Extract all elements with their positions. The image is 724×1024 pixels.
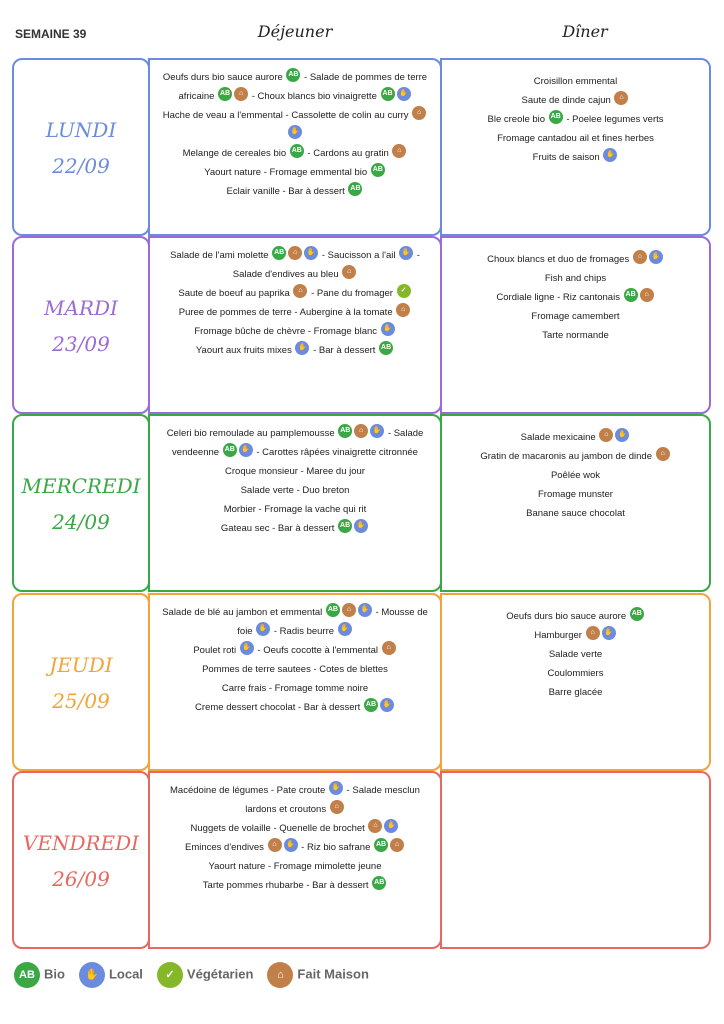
menu-line: [156, 322, 434, 341]
menu-line: [156, 698, 434, 717]
menu-line: [156, 87, 434, 106]
lunch-cell: [148, 414, 442, 592]
menu-line: [156, 144, 434, 163]
maison-icon: ⌂: [412, 106, 426, 120]
local-icon: ✋: [239, 443, 253, 457]
bio-icon: AB: [630, 607, 644, 621]
dish-text: Choux blancs et duo de fromages: [487, 254, 632, 265]
bio-icon: AB: [223, 443, 237, 457]
lunch-cell: [148, 593, 442, 771]
dish-text: Celeri bio remoulade au pamplemousse: [166, 428, 338, 439]
maison-icon: ⌂: [293, 284, 307, 298]
dish-text: Saute de dinde cajun: [521, 95, 614, 106]
local-icon: ✋: [240, 641, 254, 655]
maison-icon: ⌂: [640, 288, 654, 302]
menu-line: [448, 428, 703, 447]
dish-text: Morbier - Fromage la vache qui rit: [223, 504, 367, 515]
menu-line: [448, 645, 703, 664]
menu-line: [156, 125, 434, 144]
menu-line: [448, 683, 703, 702]
dish-text: Croque monsieur - Maree du jour: [225, 466, 365, 477]
menu-line: [448, 664, 703, 683]
legend: [14, 962, 383, 988]
day-date: 26/09: [52, 867, 110, 891]
bio-icon: AB: [338, 519, 352, 533]
maison-icon: ⌂: [586, 626, 600, 640]
local-icon: ✋: [288, 125, 302, 139]
dish-text: Fromage cantadou ail et fines herbes: [497, 133, 654, 144]
menu-line: [156, 462, 434, 481]
dish-text: Barre glacée: [548, 687, 603, 698]
dish-text: Salade verte: [548, 649, 603, 660]
dish-text: lardons et croutons: [245, 804, 329, 815]
local-icon: ✋: [284, 838, 298, 852]
maison-icon: ⌂: [614, 91, 628, 105]
dish-text: - Carottes râpées vinaigrette citronnée: [253, 447, 418, 458]
menu-line: [448, 447, 703, 466]
menu-line: [448, 110, 703, 129]
local-icon: ✋: [615, 428, 629, 442]
local-icon: ✋: [329, 781, 343, 795]
local-icon: ✋: [354, 519, 368, 533]
menu-line: [448, 485, 703, 504]
local-icon: ✋: [79, 962, 105, 988]
dish-text: Oeufs durs bio sauce aurore: [162, 72, 286, 83]
local-icon: ✋: [380, 698, 394, 712]
menu-line: [448, 626, 703, 645]
local-icon: ✋: [384, 819, 398, 833]
bio-icon: AB: [381, 87, 395, 101]
dish-text: Puree de pommes de terre - Aubergine à la tomate: [178, 307, 396, 318]
maison-icon: ⌂: [368, 819, 382, 833]
dish-text: - Salade de pommes de terre: [301, 72, 428, 83]
menu-line: [156, 622, 434, 641]
dish-text: Coulommiers: [547, 668, 604, 679]
menu-line: [156, 284, 434, 303]
dish-text: Salade verte - Duo breton: [240, 485, 350, 496]
dish-text: Gratin de macaronis au jambon de dinde: [480, 451, 655, 462]
day-date: 24/09: [52, 510, 110, 534]
dish-text: - Salade: [385, 428, 424, 439]
day-row-lundi: [12, 58, 711, 236]
dish-text: africaine: [178, 91, 218, 102]
menu-line: [156, 68, 434, 87]
maison-icon: ⌂: [599, 428, 613, 442]
menu-line: [156, 603, 434, 622]
legend-item-bio: [14, 962, 65, 988]
menu-line: [156, 819, 434, 838]
maison-icon: ⌂: [234, 87, 248, 101]
dish-text: Fromage munster: [538, 489, 613, 500]
lunch-cell: [148, 236, 442, 414]
menu-line: [448, 269, 703, 288]
dish-text: Gateau sec - Bar à dessert: [220, 523, 338, 534]
veg-icon: ✓: [397, 284, 411, 298]
maison-icon: ⌂: [267, 962, 293, 988]
bio-icon: AB: [286, 68, 300, 82]
bio-icon: AB: [348, 182, 362, 196]
dish-text: Salade d'endives au bleu: [232, 269, 342, 280]
legend-label: Local: [108, 966, 143, 982]
day-date: 25/09: [52, 689, 110, 713]
menu-line: [156, 182, 434, 201]
dish-text: Fish and chips: [544, 273, 607, 284]
menu-line: [448, 307, 703, 326]
dish-text: Poêlée wok: [550, 470, 601, 481]
local-icon: ✋: [370, 424, 384, 438]
dish-text: Poulet roti: [193, 645, 239, 656]
dish-text: Tarte pommes rhubarbe - Bar à dessert: [202, 880, 372, 891]
bio-icon: AB: [379, 341, 393, 355]
local-icon: ✋: [256, 622, 270, 636]
bio-icon: AB: [364, 698, 378, 712]
day-name: JEUDI: [49, 653, 113, 677]
menu-line: [448, 91, 703, 110]
legend-item-maison: [267, 962, 369, 988]
menu-line: [156, 265, 434, 284]
day-row-mercredi: [12, 414, 711, 592]
week-label: SEMAINE 39: [15, 27, 87, 41]
day-label: [12, 771, 150, 949]
menu-line: [156, 876, 434, 895]
bio-icon: AB: [372, 876, 386, 890]
menu-line: [156, 838, 434, 857]
day-label: [12, 593, 150, 771]
maison-icon: ⌂: [354, 424, 368, 438]
menu-line: [448, 288, 703, 307]
dish-text: Eminces d'endives: [184, 842, 267, 853]
day-name: MARDI: [44, 296, 118, 320]
local-icon: ✋: [381, 322, 395, 336]
menu-line: [156, 246, 434, 265]
dish-text: Cordiale ligne - Riz cantonais: [496, 292, 623, 303]
dish-text: Hamburger: [534, 630, 585, 641]
lunch-cell: [148, 58, 442, 236]
dish-text: - Oeufs cocotte à l'emmental: [254, 645, 381, 656]
dish-text: vendeenne: [172, 447, 222, 458]
day-row-jeudi: [12, 593, 711, 771]
maison-icon: ⌂: [633, 250, 647, 264]
menu-line: [156, 679, 434, 698]
menu-line: [156, 660, 434, 679]
day-row-vendredi: [12, 771, 711, 949]
dish-text: -: [414, 250, 420, 261]
menu-line: [156, 163, 434, 182]
dish-text: Fruits de saison: [532, 152, 603, 163]
dish-text: - Saucisson a l'ail: [319, 250, 399, 261]
lunch-cell: [148, 771, 442, 949]
dish-text: Salade de blé au jambon et emmental: [162, 607, 325, 618]
dinner-cell: [440, 593, 711, 771]
menu-line: [448, 148, 703, 167]
day-name: MERCREDI: [21, 474, 141, 498]
day-name: VENDREDI: [22, 831, 140, 855]
bio-icon: AB: [326, 603, 340, 617]
dinner-cell: [440, 414, 711, 592]
bio-icon: AB: [371, 163, 385, 177]
legend-item-veg: [157, 962, 253, 988]
menu-line: [156, 641, 434, 660]
maison-icon: ⌂: [382, 641, 396, 655]
dinner-cell: [440, 236, 711, 414]
dish-text: Nuggets de volaille - Quenelle de brochet: [190, 823, 368, 834]
menu-line: [156, 800, 434, 819]
bio-icon: AB: [290, 144, 304, 158]
local-icon: ✋: [358, 603, 372, 617]
dish-text: Salade de l'ami molette: [170, 250, 272, 261]
maison-icon: ⌂: [396, 303, 410, 317]
dish-text: Carre frais - Fromage tomme noire: [221, 683, 369, 694]
day-label: [12, 58, 150, 236]
day-label: [12, 236, 150, 414]
dish-text: Ble creole bio: [487, 114, 548, 125]
menu-line: [156, 519, 434, 538]
dinner-header: Dîner: [562, 22, 608, 41]
dish-text: - Bar à dessert: [310, 345, 379, 356]
day-date: 22/09: [52, 154, 110, 178]
dish-text: Yaourt nature - Fromage emmental bio: [204, 167, 370, 178]
dish-text: Tarte normande: [542, 330, 609, 341]
day-date: 23/09: [52, 332, 110, 356]
menu-line: [156, 106, 434, 125]
menu-line: [448, 504, 703, 523]
veg-icon: ✓: [157, 962, 183, 988]
dish-text: Hache de veau a l'emmental - Cassolette de colin au curry: [162, 110, 412, 121]
maison-icon: ⌂: [342, 603, 356, 617]
menu-line: [448, 72, 703, 91]
legend-label: Bio: [44, 966, 65, 982]
dish-text: Croisillon emmental: [533, 76, 618, 87]
menu-line: [156, 443, 434, 462]
dish-text: - Poelee legumes verts: [563, 114, 664, 125]
local-icon: ✋: [304, 246, 318, 260]
dish-text: Yaourt nature - Fromage mimolette jeune: [208, 861, 382, 872]
dish-text: Melange de cereales bio: [182, 148, 289, 159]
menu-line: [448, 250, 703, 269]
legend-item-local: [79, 962, 143, 988]
menu-line: [156, 481, 434, 500]
local-icon: ✋: [397, 87, 411, 101]
menu-line: [448, 607, 703, 626]
dish-text: Oeufs durs bio sauce aurore: [506, 611, 629, 622]
day-name: LUNDI: [45, 118, 117, 142]
maison-icon: ⌂: [390, 838, 404, 852]
menu-line: [448, 326, 703, 345]
bio-icon: AB: [272, 246, 286, 260]
menu-line: [448, 129, 703, 148]
dish-text: - Choux blancs bio vinaigrette: [249, 91, 380, 102]
local-icon: ✋: [295, 341, 309, 355]
menu-line: [156, 341, 434, 360]
dinner-cell: [440, 58, 711, 236]
bio-icon: AB: [218, 87, 232, 101]
dish-text: Fromage camembert: [531, 311, 620, 322]
dish-text: - Cardons au gratin: [304, 148, 392, 159]
maison-icon: ⌂: [656, 447, 670, 461]
dish-text: Fromage bûche de chèvre - Fromage blanc: [194, 326, 380, 337]
maison-icon: ⌂: [342, 265, 356, 279]
maison-icon: ⌂: [288, 246, 302, 260]
dish-text: Creme dessert chocolat - Bar à dessert: [195, 702, 363, 713]
dish-text: - Radis beurre: [271, 626, 337, 637]
bio-icon: AB: [374, 838, 388, 852]
dish-text: - Mousse de: [372, 607, 428, 618]
local-icon: ✋: [399, 246, 413, 260]
local-icon: ✋: [338, 622, 352, 636]
dish-text: Banane sauce chocolat: [526, 508, 625, 519]
dish-text: foie: [237, 626, 256, 637]
day-row-mardi: [12, 236, 711, 414]
dinner-cell: [440, 771, 711, 949]
bio-icon: AB: [338, 424, 352, 438]
maison-icon: ⌂: [268, 838, 282, 852]
menu-line: [156, 303, 434, 322]
local-icon: ✋: [649, 250, 663, 264]
menu-line: [156, 857, 434, 876]
dish-text: Salade mexicaine: [520, 432, 599, 443]
menu-line: [156, 424, 434, 443]
maison-icon: ⌂: [330, 800, 344, 814]
legend-label: Végétarien: [186, 966, 254, 982]
bio-icon: AB: [549, 110, 563, 124]
menu-line: [156, 500, 434, 519]
bio-icon: AB: [624, 288, 638, 302]
dish-text: Yaourt aux fruits mixes: [195, 345, 295, 356]
dish-text: - Riz bio safrane: [298, 842, 373, 853]
legend-label: Fait Maison: [297, 966, 369, 982]
maison-icon: ⌂: [392, 144, 406, 158]
dish-text: - Pane du fromager: [308, 288, 396, 299]
local-icon: ✋: [603, 148, 617, 162]
dish-text: Macédoine de légumes - Pate croute: [170, 785, 328, 796]
day-label: [12, 414, 150, 592]
local-icon: ✋: [602, 626, 616, 640]
bio-icon: AB: [14, 962, 40, 988]
dish-text: Saute de boeuf au paprika: [178, 288, 293, 299]
dish-text: Pommes de terre sautees - Cotes de blettes: [202, 664, 388, 675]
menu-line: [448, 466, 703, 485]
dish-text: Eclair vanille - Bar à dessert: [226, 186, 348, 197]
menu-line: [156, 781, 434, 800]
dish-text: - Salade mesclun: [343, 785, 420, 796]
lunch-header: Déjeuner: [257, 22, 333, 41]
